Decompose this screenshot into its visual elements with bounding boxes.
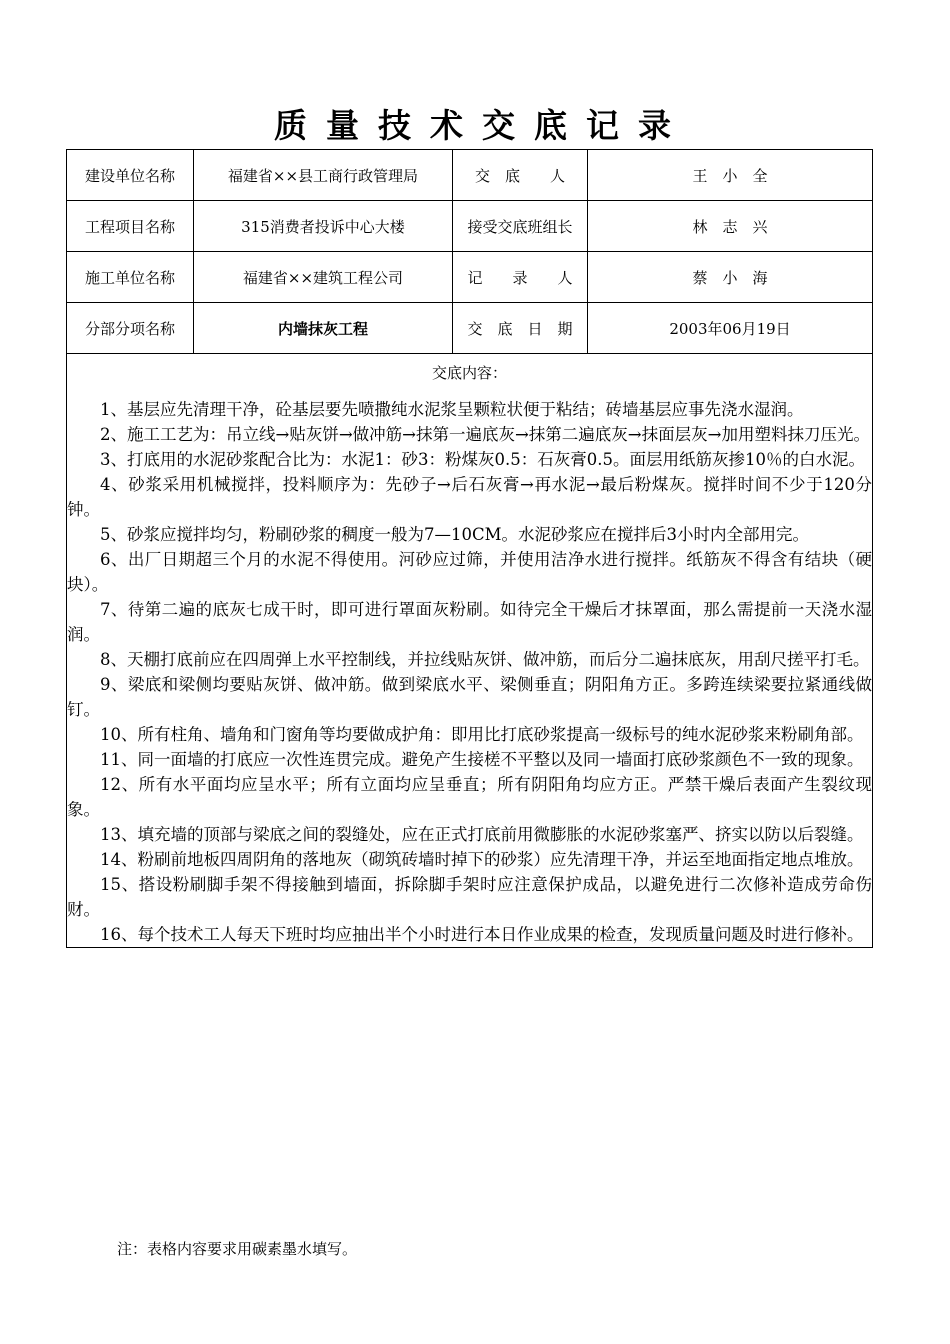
content-item-15: 15、搭设粉刷脚手架不得接触到墙面，拆除脚手架时应注意保护成品，以避免进行二次修补造成劳命伤财。 [67, 875, 872, 919]
table-row [67, 303, 873, 354]
label-construction-unit: 建设单位名称 [67, 150, 194, 201]
label-subproject: 分部分项名称 [67, 303, 194, 354]
table-row [67, 201, 873, 252]
content-item-14: 14、粉刷前地板四周阴角的落地灰（砌筑砖墙时掉下的砂浆）应先清理干净，并运至地面指定地点堆放。 [100, 850, 864, 869]
content-item-4: 4、砂浆采用机械搅拌，投料顺序为：先砂子→后石灰膏→再水泥→最后粉煤灰。搅拌时间不少于120分钟。 [67, 475, 872, 519]
value-construction-unit: 福建省××县工商行政管理局 [194, 150, 453, 201]
label-project-name: 工程项目名称 [67, 201, 194, 252]
content-item-6: 6、出厂日期超三个月的水泥不得使用。河砂应过筛，并使用洁净水进行搅拌。纸筋灰不得含有结块（硬块）。 [67, 550, 872, 594]
value-recorder: 蔡 小 海 [588, 252, 873, 303]
value-presenter: 王 小 全 [588, 150, 873, 201]
content-row [67, 354, 873, 948]
label-team-leader: 接受交底班组长 [453, 201, 588, 252]
content-item-5: 5、砂浆应搅拌均匀，粉刷砂浆的稠度一般为7—10CM。水泥砂浆应在搅拌后3小时内全部用完。 [100, 525, 810, 544]
content-item-1: 1、基层应先清理干净，砼基层要先喷撒纯水泥浆呈颗粒状便于粘结；砖墙基层应事先浇水湿润。 [100, 400, 804, 419]
footnote: 注：表格内容要求用碳素墨水填写。 [117, 1240, 358, 1258]
content-item-8: 8、天棚打底前应在四周弹上水平控制线，并拉线贴灰饼、做冲筋，而后分二遍抹底灰，用刮尺搓平打毛。 [100, 650, 870, 669]
content-item-10: 10、所有柱角、墙角和门窗角等均要做成护角：即用比打底砂浆提高一级标号的纯水泥砂浆来粉刷角部。 [100, 725, 864, 744]
content-item-7: 7、待第二遍的底灰七成干时，即可进行罩面灰粉刷。如待完全干燥后才抹罩面，那么需提前一天浇水湿润。 [67, 600, 872, 644]
content-item-2: 2、施工工艺为：吊立线→贴灰饼→做冲筋→抹第一遍底灰→抹第二遍底灰→抹面层灰→加用塑料抹刀压光。 [100, 425, 870, 444]
content-item-13: 13、填充墙的顶部与梁底之间的裂缝处，应在正式打底前用微膨胀的水泥砂浆塞严、挤实以防以后裂缝。 [100, 825, 864, 844]
content-item-11: 11、同一面墙的打底应一次性连贯完成。避免产生接槎不平整以及同一墙面打底砂浆颜色不一致的现象。 [100, 750, 864, 769]
table-row [67, 150, 873, 201]
label-recorder: 记 录 人 [453, 252, 588, 303]
value-subproject: 内墙抹灰工程 [194, 303, 453, 354]
value-date: 2003年06月19日 [588, 303, 873, 354]
page-title: 质量技术交底记录 [274, 106, 690, 145]
content-item-3: 3、打底用的水泥砂浆配合比为：水泥1：砂3：粉煤灰0.5：石灰膏0.5。面层用纸筋灰掺10％的白水泥。 [100, 450, 865, 469]
content-item-12: 12、所有水平面均应呈水平；所有立面均应呈垂直；所有阴阳角均应方正。严禁干燥后表面产生裂纹现象。 [67, 775, 872, 819]
content-cell [67, 354, 873, 948]
label-presenter: 交 底 人 [453, 150, 588, 201]
value-contractor: 福建省××建筑工程公司 [194, 252, 453, 303]
content-lead: 交底内容： [431, 364, 507, 382]
label-contractor: 施工单位名称 [67, 252, 194, 303]
label-date: 交 底 日 期 [453, 303, 588, 354]
value-team-leader: 林 志 兴 [588, 201, 873, 252]
content-item-9: 9、梁底和梁侧均要贴灰饼、做冲筋。做到梁底水平、梁侧垂直；阴阳角方正。多跨连续梁要拉紧通线做钉。 [67, 675, 872, 719]
table-row [67, 252, 873, 303]
record-table [66, 149, 873, 948]
content-item-16: 16、每个技术工人每天下班时均应抽出半个小时进行本日作业成果的检查，发现质量问题及时进行修补。 [100, 925, 864, 944]
value-project-name: 315消费者投诉中心大楼 [194, 201, 453, 252]
